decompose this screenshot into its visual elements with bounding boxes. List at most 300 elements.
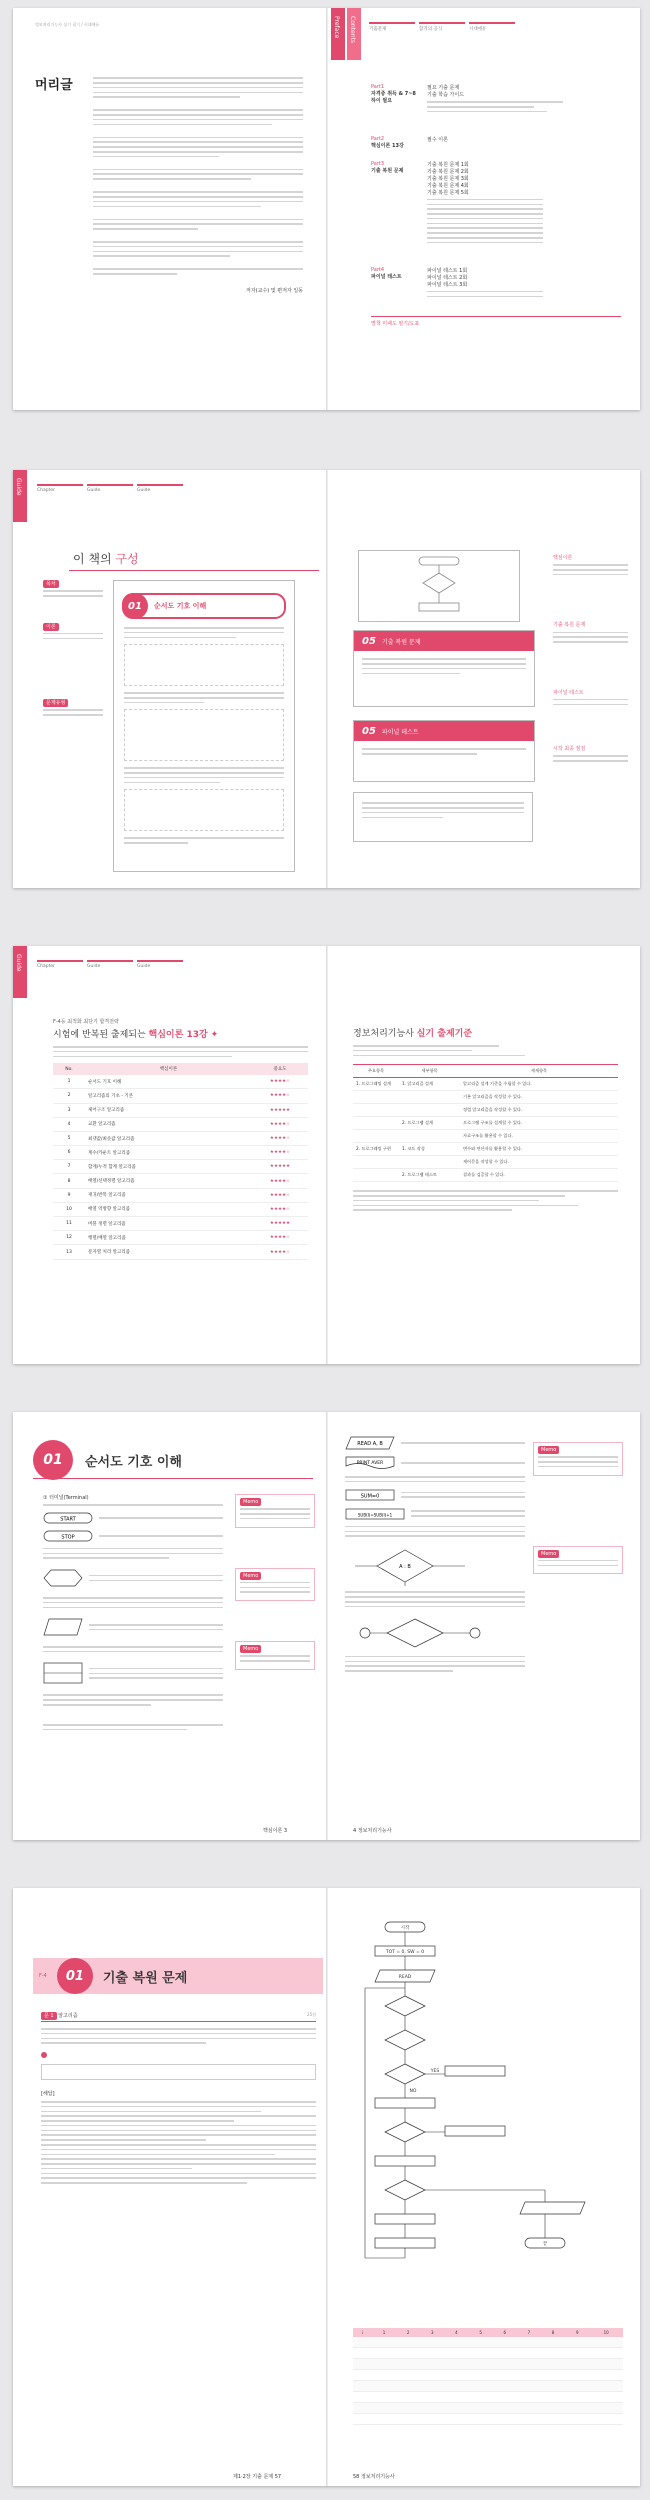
cell-item: 결과를 검증할 수 있다.	[463, 1172, 505, 1178]
table-row	[53, 1089, 308, 1103]
cell-no: 5	[67, 1136, 71, 1141]
cell-no: 11	[66, 1221, 72, 1227]
grid-cell	[396, 2403, 420, 2414]
grid-cell	[372, 2403, 396, 2414]
spread-exam-01: F-4 01 기출 복원 문제 문 1 알고리즘 25점 [해답] 제1·2장 기출 문제 57 시작 TOT = 0, SW = 0 READ 끝 YES NO i 1 2 3 4 5 6 7 8 9 10 58 정보처리기능사	[13, 1888, 640, 2486]
grid-cell	[353, 2359, 372, 2370]
toc-footer-note: 별책 미패도 필기/도표	[371, 321, 420, 328]
col-header: 세부항목	[421, 1068, 438, 1074]
structure-title: 이 책의 구성	[73, 552, 139, 566]
cell-sub	[399, 1104, 460, 1117]
grid-cell	[372, 2381, 396, 2392]
grid-cell	[444, 2359, 468, 2370]
cell-stars: ★★★★★	[269, 1221, 291, 1227]
table-row	[53, 1146, 308, 1160]
grid-cell	[517, 2370, 541, 2381]
grid-cell	[565, 2403, 589, 2414]
grid-cell	[541, 2403, 565, 2414]
grid-cell	[469, 2403, 493, 2414]
table-row	[53, 1217, 308, 1231]
trace-grid	[353, 2328, 623, 2425]
grid-cell	[589, 2414, 623, 2425]
cell-name: 배열 역방향 알고리즘	[88, 1207, 130, 1213]
cell-name: 합계/누적 합계 알고리즘	[88, 1164, 136, 1170]
cell-no: 10	[66, 1206, 72, 1212]
cell-item: 제어문을 작성할 수 있다.	[463, 1159, 509, 1165]
grid-cell	[493, 2381, 517, 2392]
grid-cell	[396, 2337, 420, 2348]
left-callouts	[43, 580, 103, 719]
table-row	[353, 1078, 618, 1091]
svg-text:NO: NO	[409, 2089, 417, 2094]
toc-entry[interactable]: 필수 이론	[427, 136, 448, 143]
grid-cell	[517, 2392, 541, 2403]
svg-text:PRINT AVER: PRINT AVER	[356, 1461, 384, 1466]
grid-cell	[565, 2392, 589, 2403]
cell-stars: ★★★★★	[269, 1107, 291, 1113]
lesson-number-badge: 01	[122, 593, 148, 619]
table-row	[53, 1202, 308, 1216]
cell-stars: ★★★★☆	[269, 1093, 291, 1099]
grid-cell	[469, 2348, 493, 2359]
cell-name: 계수/카운트 알고리즘	[88, 1150, 131, 1156]
grid-header: 7	[527, 2330, 531, 2335]
cell-no: 6	[67, 1150, 71, 1156]
lessons-headline: 시험에 반복된 출제되는 핵심이론 13강 ✦	[53, 1030, 219, 1040]
cell-sub	[399, 1130, 460, 1143]
nav-item[interactable]: Chapter	[37, 484, 83, 508]
grid-cell	[420, 2359, 444, 2370]
preface-page: 정보처리기능사 실기 필기 / 시대에듀 머리글 저자(교수) 및 편저자 일동	[35, 22, 303, 294]
cell-sub	[399, 1091, 460, 1104]
page-number: 핵심이론 3	[263, 1828, 288, 1834]
table-row	[53, 1075, 308, 1089]
cell-sub: 2. 프로그램 설계	[402, 1120, 433, 1126]
col-header: No.	[65, 1066, 73, 1072]
card-title: 기출 복원 문제	[381, 638, 421, 646]
grid-cell	[565, 2414, 589, 2425]
toc-part-label: Part1	[371, 84, 385, 90]
cell-sub: 1. 알고리즘 설계	[402, 1081, 433, 1087]
cell-stars: ★★★★★	[269, 1164, 291, 1170]
nav-item[interactable]: Chapter	[37, 960, 83, 984]
grid-cell	[541, 2359, 565, 2370]
table-row	[53, 1245, 308, 1259]
cell-item: 기본 알고리즘을 작성할 수 있다.	[463, 1094, 523, 1100]
grid-cell	[396, 2381, 420, 2392]
callout-label: 시작 최종 점검	[553, 746, 586, 753]
grid-cell	[541, 2337, 565, 2348]
grid-row	[353, 2414, 623, 2425]
toc-part-title: 파이널 테스트	[371, 273, 402, 280]
callout-label: 목차	[43, 580, 59, 588]
criteria-table	[353, 1064, 618, 1182]
lesson-number-badge: 01	[33, 1440, 73, 1480]
cell-name: 제어구조 알고리즘	[88, 1108, 125, 1114]
grid-cell	[565, 2359, 589, 2370]
grid-cell	[396, 2392, 420, 2403]
cell-name: 버블 정렬 알고리즘	[88, 1221, 126, 1227]
cell-no: 7	[67, 1164, 71, 1170]
grid-cell	[517, 2348, 541, 2359]
nav-item[interactable]: Guide	[87, 484, 133, 508]
svg-text:READ: READ	[398, 1975, 412, 1980]
nav-item[interactable]: 합격의 공식	[419, 22, 465, 46]
table-row	[53, 1174, 308, 1188]
grid-cell	[353, 2337, 372, 2348]
sample-card-1	[353, 630, 535, 707]
grid-cell	[541, 2392, 565, 2403]
cell-sub: 2. 프로그램 테스트	[402, 1172, 437, 1178]
cell-main	[353, 1104, 399, 1117]
grid-cell	[353, 2392, 372, 2403]
cell-stars: ★★★★☆	[269, 1079, 291, 1085]
sample-lesson-page	[113, 580, 295, 872]
card-number: 05	[362, 635, 376, 647]
cell-main: 1. 프로그래밍 설계	[356, 1081, 391, 1087]
nav-item[interactable]: 시대에듀	[469, 22, 515, 46]
input-output-symbol	[345, 1436, 395, 1450]
guide-nav	[37, 960, 183, 982]
grid-cell	[469, 2392, 493, 2403]
question-subject: 알고리즘	[58, 2013, 78, 2019]
tab-preface[interactable]: Preface	[331, 8, 345, 60]
lessons-kicker: F-4등 최적화 최단기 합격전략	[53, 1019, 119, 1025]
svg-text:STOP: STOP	[61, 1534, 75, 1541]
grid-cell	[541, 2348, 565, 2359]
nav-item[interactable]: Guide	[137, 484, 183, 508]
loop-symbol	[43, 1662, 83, 1684]
toc-entry[interactable]: 파이널 테스트 3회	[427, 281, 468, 288]
cell-stars: ★★★★☆	[269, 1235, 291, 1241]
contents-nav	[369, 22, 515, 44]
cell-item: 프로그램 구조를 설계할 수 있다.	[463, 1120, 523, 1126]
grid-cell	[420, 2348, 444, 2359]
nav-item[interactable]: Guide	[87, 960, 133, 984]
grid-row	[353, 2370, 623, 2381]
svg-text:끝: 끝	[542, 2242, 548, 2247]
toc-entry[interactable]: 기출 복원 문제 5회	[427, 189, 469, 196]
grid-header: 10	[603, 2330, 609, 2335]
table-row	[53, 1160, 308, 1174]
grid-cell	[517, 2403, 541, 2414]
sample-card-3	[353, 792, 533, 842]
callout-label: 기출 복원 문제	[553, 622, 586, 629]
sample-flowchart-box	[358, 550, 520, 622]
section-heading: ① 터미널(Terminal)	[43, 1495, 89, 1501]
grid-row	[353, 2337, 623, 2348]
grid-cell	[420, 2403, 444, 2414]
table-row	[353, 1091, 618, 1104]
cell-main: 2. 프로그래밍 구현	[356, 1146, 391, 1152]
cell-name: 재귀/반복 알고리즘	[88, 1193, 126, 1199]
grid-cell	[469, 2359, 493, 2370]
grid-cell	[372, 2414, 396, 2425]
grid-cell	[353, 2414, 372, 2425]
grid-cell	[372, 2348, 396, 2359]
grid-cell	[353, 2403, 372, 2414]
grid-cell	[420, 2370, 444, 2381]
table-row	[53, 1117, 308, 1131]
spread-preface-contents	[13, 8, 640, 410]
lesson-header	[33, 1442, 313, 1479]
cell-main	[353, 1156, 399, 1169]
grid-cell	[444, 2348, 468, 2359]
grid-row	[353, 2348, 623, 2359]
table-row	[353, 1156, 618, 1169]
grid-header: i	[361, 2330, 364, 2335]
grid-cell	[517, 2381, 541, 2392]
connector-symbol	[345, 1615, 525, 1651]
toc-entry[interactable]: 기출 학습 가이드	[427, 92, 464, 98]
process-symbol	[43, 1569, 83, 1587]
grid-cell	[589, 2381, 623, 2392]
toc-part-title: 핵심이론 13강	[371, 142, 404, 149]
grid-cell	[493, 2359, 517, 2370]
cell-item: 알고리즘 설계 기준을 수립할 수 있다.	[463, 1081, 532, 1087]
tab-guide[interactable]: Guide	[13, 946, 27, 998]
cell-item: 정렬 알고리즘을 작성할 수 있다.	[463, 1107, 523, 1113]
grid-cell	[565, 2337, 589, 2348]
card-number: 05	[362, 725, 376, 737]
table-row	[353, 1143, 618, 1156]
cell-sub	[399, 1156, 460, 1169]
grid-cell	[517, 2359, 541, 2370]
table-row	[53, 1231, 308, 1245]
svg-text:TOT = 0, SW = 0: TOT = 0, SW = 0	[385, 1950, 425, 1955]
cell-name: 배열/선택정렬 알고리즘	[88, 1179, 135, 1185]
grid-cell	[444, 2414, 468, 2425]
grid-cell	[396, 2348, 420, 2359]
contents-list	[371, 84, 621, 327]
cell-stars: ★★★★☆	[269, 1249, 291, 1255]
callout-label: 핵심이론	[553, 555, 573, 561]
col-header: 핵심이론	[159, 1067, 178, 1073]
grid-cell	[420, 2414, 444, 2425]
grid-cell	[444, 2392, 468, 2403]
tab-guide[interactable]: Guide	[13, 470, 27, 522]
grid-header: 3	[431, 2330, 434, 2335]
table-row	[353, 1130, 618, 1143]
cell-main	[353, 1117, 399, 1130]
right-callouts	[553, 554, 628, 765]
grid-cell	[396, 2359, 420, 2370]
col-header: 중요도	[273, 1067, 287, 1073]
grid-header: 4	[455, 2330, 458, 2335]
toc-entry[interactable]: 기출 복원 문제 1회	[427, 161, 469, 168]
table-row	[53, 1103, 308, 1117]
tab-contents[interactable]: Contents	[347, 8, 361, 60]
grid-cell	[396, 2370, 420, 2381]
print-symbol	[345, 1456, 395, 1470]
table-row	[53, 1131, 308, 1145]
card-title: 파이널 테스트	[381, 728, 419, 736]
grid-cell	[469, 2337, 493, 2348]
grid-header: 9	[575, 2330, 579, 2335]
grid-cell	[420, 2392, 444, 2403]
grid-header: 2	[406, 2330, 410, 2335]
criteria-title: 정보처리기능사 실기 출제기준	[353, 1029, 473, 1039]
exam-flowchart	[345, 1902, 635, 2322]
callout-label: 문제유형	[43, 699, 68, 707]
question-number: 문 1	[41, 2012, 57, 2020]
toc-entry[interactable]: 필요 기출 문제	[427, 85, 460, 91]
cell-name: 문자열 처리 알고리즘	[88, 1250, 130, 1255]
grid-cell	[353, 2381, 372, 2392]
table-row	[353, 1169, 618, 1182]
grid-cell	[372, 2370, 396, 2381]
toc-entry[interactable]: 기출 복원 문제 4회	[427, 182, 469, 189]
grid-header: 8	[551, 2330, 555, 2335]
flowchart-thumb	[359, 551, 519, 621]
grid-cell	[589, 2403, 623, 2414]
cell-name: 교환 알고리즘	[88, 1122, 116, 1128]
cell-stars: ★★★★☆	[269, 1192, 291, 1198]
grid-cell	[444, 2381, 468, 2392]
cell-no: 9	[67, 1192, 71, 1198]
grid-cell	[493, 2414, 517, 2425]
toc-part-label: Part2	[371, 135, 385, 142]
cell-sub: 1. 코드 작성	[402, 1146, 425, 1152]
svg-text:START: START	[60, 1516, 76, 1523]
nav-item[interactable]: 기출문제	[369, 22, 415, 46]
cell-stars: ★★★★☆	[269, 1136, 291, 1141]
toc-part-title: 기출 복원 문제	[371, 167, 404, 174]
grid-cell	[541, 2381, 565, 2392]
process-box-symbol	[345, 1508, 405, 1520]
grid-cell	[493, 2348, 517, 2359]
cell-no: 12	[66, 1235, 72, 1241]
process-box-symbol	[345, 1489, 395, 1501]
grid-row	[353, 2359, 623, 2370]
toc-entry[interactable]: 기출 복원 문제 3회	[427, 175, 469, 182]
col-header: 세세항목	[530, 1068, 548, 1074]
answer-label: [해답]	[41, 2090, 55, 2097]
grid-cell	[396, 2414, 420, 2425]
grid-cell	[517, 2337, 541, 2348]
grid-cell	[353, 2348, 372, 2359]
grid-header: 5	[479, 2330, 482, 2335]
callout-label: 이론	[43, 623, 59, 631]
card-number: 01	[57, 1958, 93, 1994]
grid-cell	[372, 2337, 396, 2348]
nav-item[interactable]: Guide	[137, 960, 183, 984]
cell-item: 변수와 연산자를 활용할 수 있다.	[463, 1146, 523, 1152]
guide-nav	[37, 484, 183, 506]
page-number: 58 정보처리기능사	[353, 2474, 395, 2480]
cell-name: 행렬/배열 알고리즘	[88, 1235, 126, 1241]
grid-cell	[444, 2403, 468, 2414]
grid-cell	[565, 2348, 589, 2359]
toc-part-title: 자격증 취득 & 7~8 하이 필요	[371, 91, 416, 104]
grid-header: 6	[503, 2330, 507, 2335]
svg-text:READ A, B: READ A, B	[357, 1441, 383, 1447]
cell-name: 알고리즘의 기초 - 기본	[88, 1093, 134, 1099]
grid-cell	[469, 2381, 493, 2392]
preface-signature: 저자(교수) 및 편저자 일동	[246, 287, 303, 294]
preface-title: 머리글	[35, 78, 73, 93]
callout-label: 파이널 테스트	[553, 689, 584, 696]
table-row	[353, 1117, 618, 1130]
grid-cell	[444, 2337, 468, 2348]
lesson-title: 순서도 기호 이해	[85, 1454, 182, 1470]
grid-cell	[493, 2392, 517, 2403]
cell-no: 13	[66, 1249, 72, 1255]
svg-text:시작: 시작	[400, 1926, 410, 1931]
grid-cell	[444, 2370, 468, 2381]
input-output-symbol	[43, 1618, 83, 1636]
spread-guide-structure	[13, 470, 640, 888]
exam-header	[33, 1958, 323, 1994]
card-title: 기출 복원 문제	[102, 1970, 188, 1986]
cell-main	[353, 1130, 399, 1143]
table-row	[353, 1104, 618, 1117]
grid-cell	[493, 2337, 517, 2348]
grid-cell	[565, 2381, 589, 2392]
cell-main	[353, 1169, 399, 1182]
grid-cell	[541, 2414, 565, 2425]
svg-text:YES: YES	[430, 2069, 440, 2074]
spread-lesson-01: 01 순서도 기호 이해 ① 터미널(Terminal) START STOP Memo Memo Memo 핵심이론 3 READ A, B PRINT AVER SUM=0 SUB(I)=SUB(I)+1 A : B Memo Memo 4 정보처리기능사	[13, 1412, 640, 1840]
grid-cell	[589, 2370, 623, 2381]
decision-symbol	[345, 1546, 525, 1586]
grid-cell	[372, 2359, 396, 2370]
svg-text:SUB(I)=SUB(I)+1: SUB(I)=SUB(I)+1	[357, 1512, 393, 1517]
cell-item: 자료구조를 활용할 수 있다.	[463, 1133, 513, 1139]
cell-name: 최댓값/최솟값 알고리즘	[88, 1136, 135, 1142]
cell-main	[353, 1091, 399, 1104]
sample-card-2	[353, 720, 535, 782]
grid-row	[353, 2381, 623, 2392]
cell-stars: ★★★★☆	[269, 1178, 291, 1184]
cell-stars: ★★★★☆	[269, 1121, 291, 1127]
cell-no: 8	[67, 1178, 71, 1184]
lesson-title: 순서도 기호 이해	[154, 602, 207, 610]
spread-guide-lessons	[13, 946, 640, 1364]
grid-header: 1	[382, 2330, 386, 2335]
toc-entry[interactable]: 파이널 테스트 2회	[427, 274, 468, 281]
grid-cell	[353, 2370, 372, 2381]
lessons-table	[53, 1063, 308, 1259]
grid-cell	[541, 2370, 565, 2381]
grid-cell	[420, 2381, 444, 2392]
grid-cell	[493, 2370, 517, 2381]
grid-cell	[589, 2359, 623, 2370]
page-number: 제1·2장 기출 문제 57	[233, 2474, 282, 2480]
toc-part-label: Part4	[371, 266, 385, 273]
toc-entry[interactable]: 기출 복원 문제 2회	[427, 168, 469, 175]
grid-cell	[469, 2414, 493, 2425]
cell-no: 4	[67, 1121, 71, 1127]
grid-cell	[565, 2370, 589, 2381]
svg-text:SUM=0: SUM=0	[360, 1493, 380, 1500]
cell-no: 2	[67, 1093, 71, 1099]
grid-cell	[469, 2370, 493, 2381]
table-row	[53, 1188, 308, 1202]
grid-row	[353, 2392, 623, 2403]
cell-no: 3	[67, 1107, 71, 1113]
svg-text:A : B: A : B	[399, 1564, 411, 1571]
toc-entry[interactable]: 파이널 테스트 1회	[427, 267, 468, 274]
cell-no: 1	[67, 1079, 71, 1085]
grid-cell	[420, 2337, 444, 2348]
terminal-symbol	[43, 1512, 93, 1524]
grid-cell	[493, 2403, 517, 2414]
col-header: 주요항목	[367, 1068, 385, 1074]
page-number: 4 정보처리기능사	[353, 1828, 392, 1834]
cell-stars: ★★★★☆	[269, 1206, 291, 1212]
grid-row	[353, 2403, 623, 2414]
